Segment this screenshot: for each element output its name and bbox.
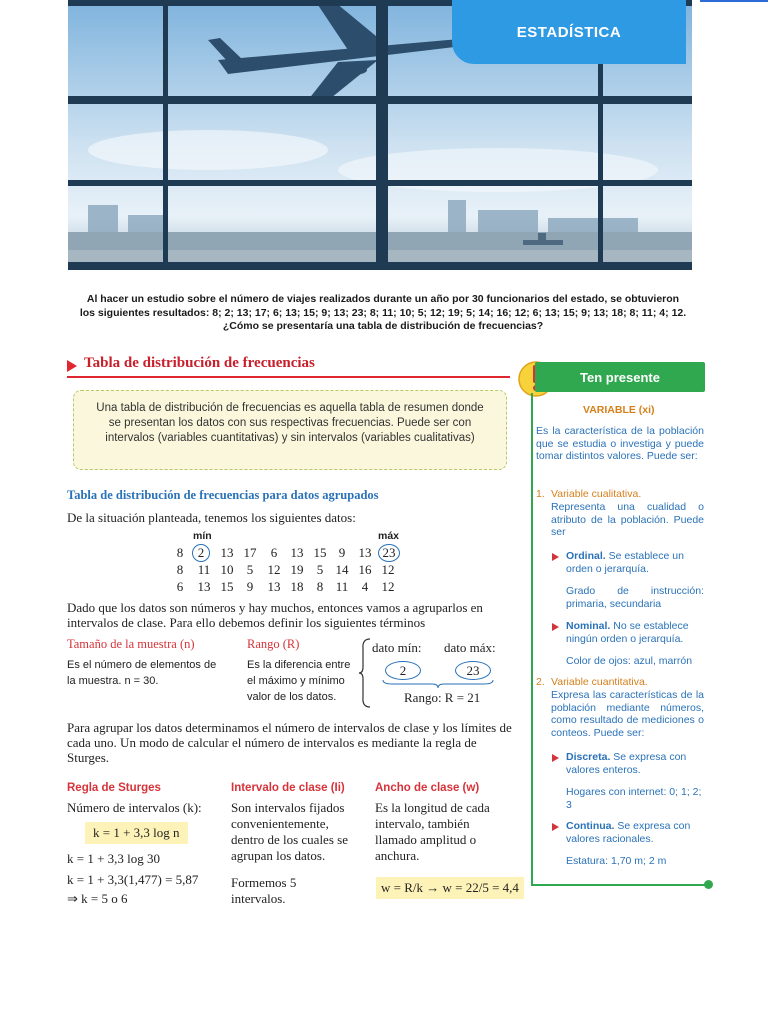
data-cell: 4 bbox=[361, 579, 369, 594]
variable-text: Es la característica de la población que se estudia o investiga y puede tomar distintos valores. Puede ser: bbox=[536, 425, 704, 462]
top-accent-line bbox=[700, 0, 768, 2]
range-max-value: 23 bbox=[455, 661, 491, 680]
ordinal-title: Ordinal. bbox=[566, 550, 606, 562]
section-underline bbox=[67, 376, 510, 378]
nominal-text: No se establece ningún orden o jerarquía. bbox=[566, 620, 689, 645]
item-2-number: 2. bbox=[536, 676, 545, 688]
continuous-title: Continua. bbox=[566, 820, 615, 832]
data-cell-min-circled: 2 bbox=[192, 544, 210, 562]
data-intro-paragraph: De la situación planteada, tenemos los siguientes datos: bbox=[67, 510, 356, 525]
data-cell: 12 bbox=[381, 562, 395, 577]
sturges-formula: k = 1 + 3,3 log n bbox=[85, 822, 188, 844]
data-cell: 18 bbox=[290, 579, 304, 594]
discrete-item bbox=[566, 751, 706, 776]
data-cell: 13 bbox=[197, 579, 211, 594]
variable-title: VARIABLE (xi) bbox=[583, 404, 655, 416]
range-title: Rango (R) bbox=[247, 637, 300, 651]
data-cell-max-circled: 23 bbox=[378, 544, 400, 562]
sturges-intro-paragraph: Para agrupar los datos determinamos el número de intervalos de clase y los límites de cada uno. Un modo de calcular el número de intervalos es mediante la regla de Sturges. bbox=[67, 720, 512, 765]
interval-title: Intervalo de clase (Ii) bbox=[231, 782, 345, 794]
width-title: Ancho de clase (w) bbox=[375, 782, 480, 794]
data-cell: 11 bbox=[197, 562, 211, 577]
range-underbrace-icon bbox=[382, 679, 494, 689]
data-cell: 5 bbox=[246, 562, 254, 577]
range-max-label: dato máx: bbox=[444, 640, 496, 655]
sturges-step-3: ⇒ k = 5 o 6 bbox=[67, 891, 128, 906]
item-1-number: 1. bbox=[536, 488, 545, 500]
data-cell: 15 bbox=[313, 545, 327, 560]
sample-size-text: Es el número de elementos de la muestra. n = 30. bbox=[67, 659, 217, 687]
min-label: mín bbox=[193, 530, 212, 542]
sample-size-title: Tamaño de la muestra (n) bbox=[67, 637, 195, 651]
continuous-example: Estatura: 1,70 m; 2 m bbox=[566, 855, 667, 867]
continuous-text: Se expresa con valores racionales. bbox=[566, 820, 691, 845]
sturges-title: Regla de Sturges bbox=[67, 782, 161, 794]
item-2-text: Expresa las características de la población mediante números, como resultado de mediciones o conteos. Puede ser: bbox=[551, 689, 704, 739]
grouping-paragraph: Dado que los datos son números y hay muchos, entonces vamos a agruparlos en intervalos de clase. Para ello debemos definir los siguientes términos bbox=[67, 600, 483, 630]
discrete-example: Hogares con internet: 0; 1; 2; 3 bbox=[566, 786, 702, 811]
data-cell: 15 bbox=[220, 579, 234, 594]
data-cell: 5 bbox=[316, 562, 324, 577]
bullet-arrow-icon bbox=[552, 754, 559, 762]
data-cell: 13 bbox=[220, 545, 234, 560]
data-cell: 13 bbox=[267, 579, 281, 594]
definition-box bbox=[73, 390, 507, 470]
item-2-title: Variable cuantitativa. bbox=[551, 676, 648, 688]
nominal-item bbox=[566, 620, 706, 645]
bullet-arrow-icon bbox=[552, 623, 559, 631]
ordinal-text: Se establece un orden o jerarquía. bbox=[566, 550, 684, 575]
sidebar-end-dot bbox=[704, 880, 713, 889]
item-1-text: Representa una cualidad o atributo de la población. Puede ser bbox=[551, 501, 704, 538]
range-min-value: 2 bbox=[385, 661, 421, 680]
data-cell: 8 bbox=[176, 545, 184, 560]
continuous-item bbox=[566, 820, 706, 845]
discrete-text: Se expresa con valores enteros. bbox=[566, 751, 687, 776]
problem-statement: Al hacer un estudio sobre el número de viajes realizados durante un año por 30 funcionarios del estado, se obtuvieron los siguientes resultados: 8; 2; 13; 17; 6; 13; 15; 9; 13; 23; 8; 11; 10; 5; 12; 19; 5; 14; 16; 12; 6; 13; 15; 9; 13; 18; 8; 11; 4; 12. ¿Cómo se presentaría una tabla de distribución de frecuencias? bbox=[79, 293, 687, 332]
data-cell: 13 bbox=[290, 545, 304, 560]
range-result: Rango: R = 21 bbox=[404, 690, 481, 705]
sturges-step-1: k = 1 + 3,3 log 30 bbox=[67, 851, 161, 866]
data-cell: 10 bbox=[220, 562, 234, 577]
data-cell: 16 bbox=[358, 562, 372, 577]
ordinal-example: Grado de instrucción: primaria, secundaria bbox=[566, 585, 704, 610]
section-arrow-icon bbox=[67, 360, 77, 372]
discrete-title: Discreta. bbox=[566, 751, 611, 763]
data-cell: 14 bbox=[335, 562, 349, 577]
data-cell: 9 bbox=[338, 545, 346, 560]
data-cell: 6 bbox=[176, 579, 184, 594]
width-formula: w = R/k → w = 22/5 = 4,4 bbox=[376, 877, 524, 899]
data-cell: 11 bbox=[335, 579, 349, 594]
data-cell: 17 bbox=[243, 545, 257, 560]
definition-text: Una tabla de distribución de frecuencias es aquella tabla de resumen donde se presentan los datos con sus respectivas frecuencias. Puede ser con intervalos (variables cuantitativas) y sin intervalos (variables cualitativas) bbox=[96, 402, 484, 444]
grouped-data-subtitle: Tabla de distribución de frecuencias para datos agrupados bbox=[67, 488, 379, 502]
data-cell: 6 bbox=[270, 545, 278, 560]
bullet-arrow-icon bbox=[552, 823, 559, 831]
width-text: Es la longitud de cada intervalo, también llamado amplitud o anchura. bbox=[375, 800, 490, 863]
data-cell: 9 bbox=[246, 579, 254, 594]
chapter-badge: ESTADÍSTICA bbox=[452, 0, 686, 64]
range-text: Es la diferencia entre el máximo y mínimo valor de los datos. bbox=[247, 659, 351, 703]
nominal-title: Nominal. bbox=[566, 620, 611, 632]
data-cell: 12 bbox=[267, 562, 281, 577]
section-title: Tabla de distribución de frecuencias bbox=[84, 355, 315, 371]
sidebar-border-bottom bbox=[531, 884, 709, 886]
data-cell: 13 bbox=[358, 545, 372, 560]
data-cell: 8 bbox=[316, 579, 324, 594]
brace-icon bbox=[358, 637, 372, 709]
bullet-arrow-icon bbox=[552, 553, 559, 561]
range-min-label: dato mín: bbox=[372, 640, 422, 655]
interval-text-2: Formemos 5 intervalos. bbox=[231, 875, 297, 906]
data-cell: 19 bbox=[290, 562, 304, 577]
sidebar-title: Ten presente bbox=[535, 362, 705, 392]
data-cell: 12 bbox=[381, 579, 395, 594]
sturges-step-2: k = 1 + 3,3(1,477) = 5,87 bbox=[67, 872, 199, 887]
sturges-text: Número de intervalos (k): bbox=[67, 800, 202, 815]
nominal-example: Color de ojos: azul, marrón bbox=[566, 655, 693, 667]
interval-text: Son intervalos fijados convenientemente, dentro de los cuales se agrupan los datos. bbox=[231, 800, 348, 863]
ordinal-item bbox=[566, 550, 706, 575]
sidebar-border bbox=[531, 393, 533, 885]
max-label: máx bbox=[378, 530, 400, 542]
item-1-title: Variable cualitativa. bbox=[551, 488, 642, 500]
data-cell: 8 bbox=[176, 562, 184, 577]
